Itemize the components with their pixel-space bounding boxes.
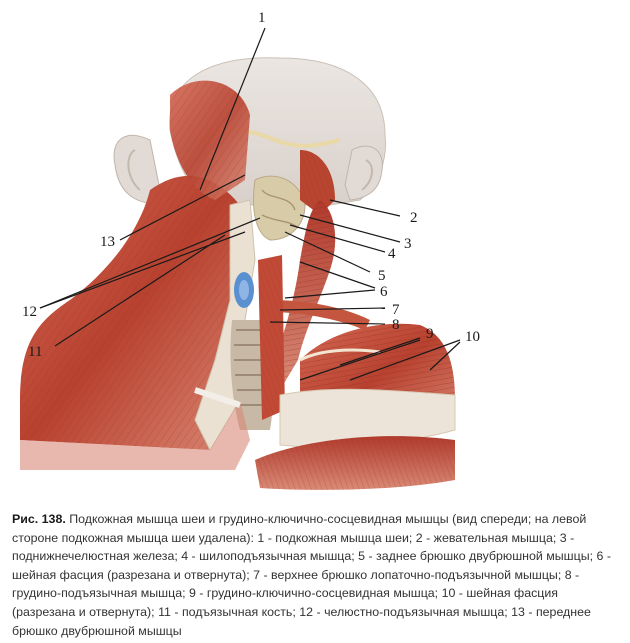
label-12: 12: [22, 304, 37, 320]
label-8: 8: [392, 317, 400, 333]
label-1: 1: [258, 10, 266, 26]
label-5: 5: [378, 268, 386, 284]
label-3: 3: [404, 236, 412, 252]
label-13: 13: [100, 234, 115, 250]
caption-text: Подкожная мышца шеи и грудино-ключично-сосцевидная мышцы (вид спереди; на левой стороне подкожная мышца шеи удалена): 1 - подкожная мышца шеи; 2 - жевательная мышца; 3 - поднижнечелюстная железа; 4 - шилоподъязычная мышца; 5 - заднее брюшко двубрюшной мышцы; 6 - шейная фасция (разрезана и отвернута); 7 - верхнее брюшко лопаточно-подъязычной мышцы; 8 - грудино-подъязычная мышца; 9 - грудино-ключично-сосцевидная мышца; 10 - шейная фасция (разрезана и отвернута); 11 - подъязычная кость; 12 - челюстно-подъязычная мышца; 13 - переднее брюшко двубрюшной мышцы: [12, 512, 611, 638]
figure-caption: [12, 510, 618, 640]
head-skin: [114, 58, 385, 205]
caption-lead: Рис. 138.: [12, 512, 66, 526]
label-7: 7: [392, 302, 400, 318]
label-6: 6: [380, 284, 388, 300]
label-2: 2: [410, 210, 418, 226]
label-10: 10: [465, 329, 480, 345]
label-4: 4: [388, 246, 396, 262]
label-11: 11: [28, 344, 43, 360]
label-9: 9: [426, 326, 434, 342]
